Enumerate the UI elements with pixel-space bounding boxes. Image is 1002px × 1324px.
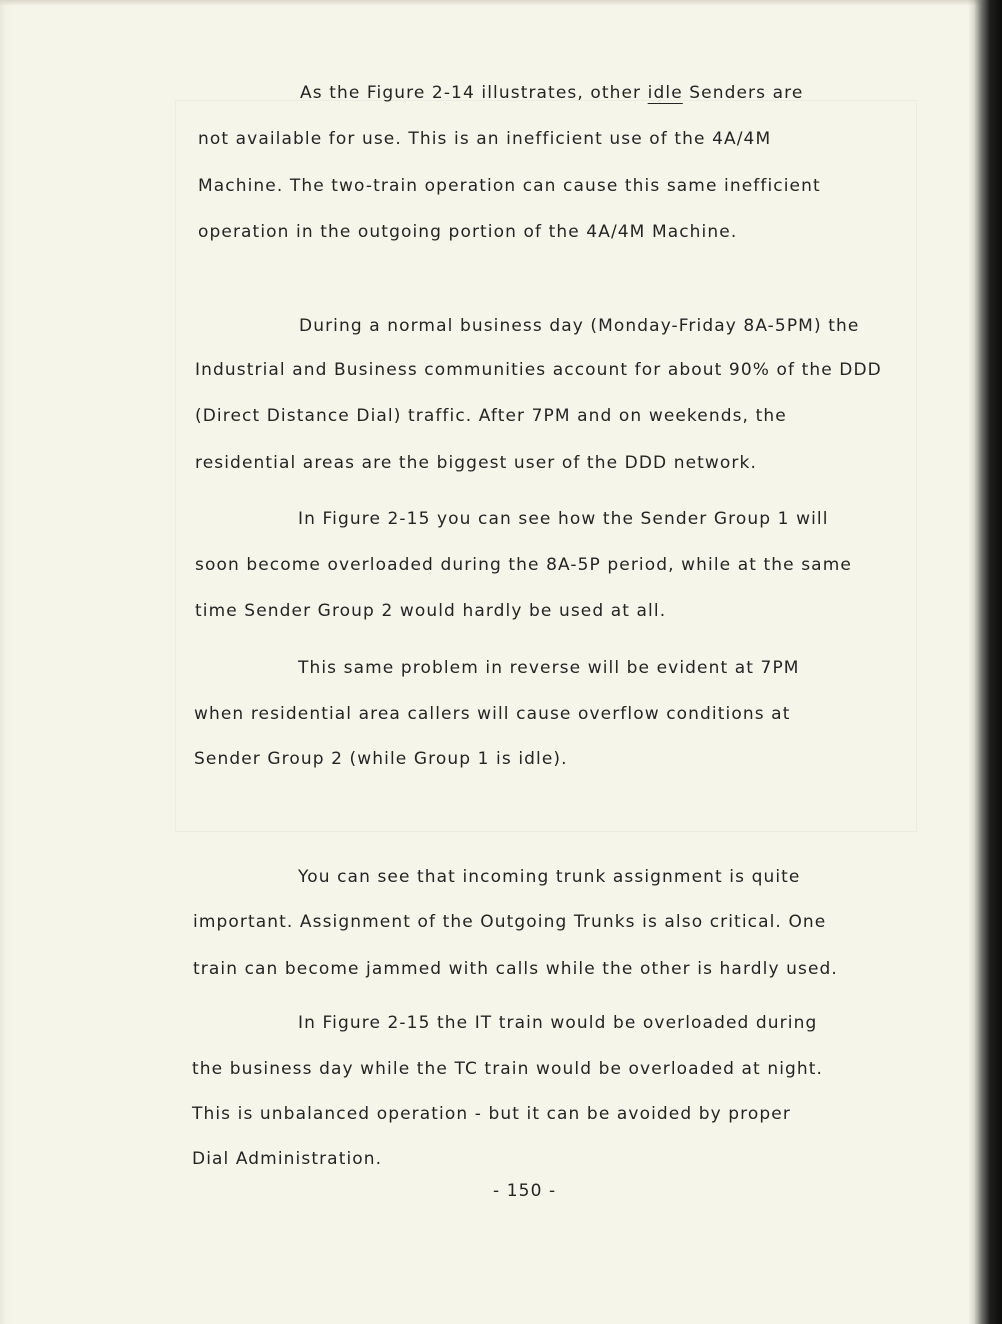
paragraph-3-line-2: soon become overloaded during the 8A-5P period, while at the same xyxy=(195,555,852,575)
paragraph-2-line-3: (Direct Distance Dial) traffic. After 7PM and on weekends, the xyxy=(195,406,787,426)
paragraph-1-line-4: operation in the outgoing portion of the 4A/4M Machine. xyxy=(198,222,738,242)
paragraph-5-line-3: train can become jammed with calls while the other is hardly used. xyxy=(193,959,838,979)
paragraph-1-line-3: Machine. The two-train operation can cause this same inefficient xyxy=(198,176,821,196)
paragraph-6-line-1: In Figure 2-15 the IT train would be overloaded during xyxy=(298,1013,818,1033)
paragraph-1-line-2: not available for use. This is an inefficient use of the 4A/4M xyxy=(198,129,772,149)
scan-right-edge xyxy=(968,0,1002,1324)
page-number: - 150 - xyxy=(493,1181,557,1201)
paragraph-4-line-3: Sender Group 2 (while Group 1 is idle). xyxy=(194,749,568,769)
paragraph-6-line-3: This is unbalanced operation - but it can be avoided by proper xyxy=(192,1104,791,1124)
underlined-word: idle xyxy=(647,83,683,103)
paragraph-6-line-2: the business day while the TC train would be overloaded at night. xyxy=(192,1059,824,1079)
paragraph-4-line-2: when residential area callers will cause overflow conditions at xyxy=(194,704,791,724)
paragraph-4-line-1: This same problem in reverse will be evident at 7PM xyxy=(298,658,800,678)
paragraph-5-line-2: important. Assignment of the Outgoing Trunks is also critical. One xyxy=(193,912,827,932)
paragraph-2-line-4: residential areas are the biggest user of the DDD network. xyxy=(195,453,757,473)
paragraph-5-line-1: You can see that incoming trunk assignment is quite xyxy=(298,867,801,887)
page-stack-edge xyxy=(0,0,14,1324)
paragraph-2-line-1: During a normal business day (Monday-Friday 8A-5PM) the xyxy=(299,316,860,336)
paragraph-2-line-2: Industrial and Business communities account for about 90% of the DDD xyxy=(195,360,882,380)
paragraph-1-line-1: As the Figure 2-14 illustrates, other idle Senders are xyxy=(300,83,804,103)
scan-top-shadow xyxy=(0,0,1002,6)
paragraph-3-line-3: time Sender Group 2 would hardly be used at all. xyxy=(195,601,667,621)
paragraph-3-line-1: In Figure 2-15 you can see how the Sender Group 1 will xyxy=(298,509,829,529)
paragraph-6-line-4: Dial Administration. xyxy=(192,1149,383,1169)
